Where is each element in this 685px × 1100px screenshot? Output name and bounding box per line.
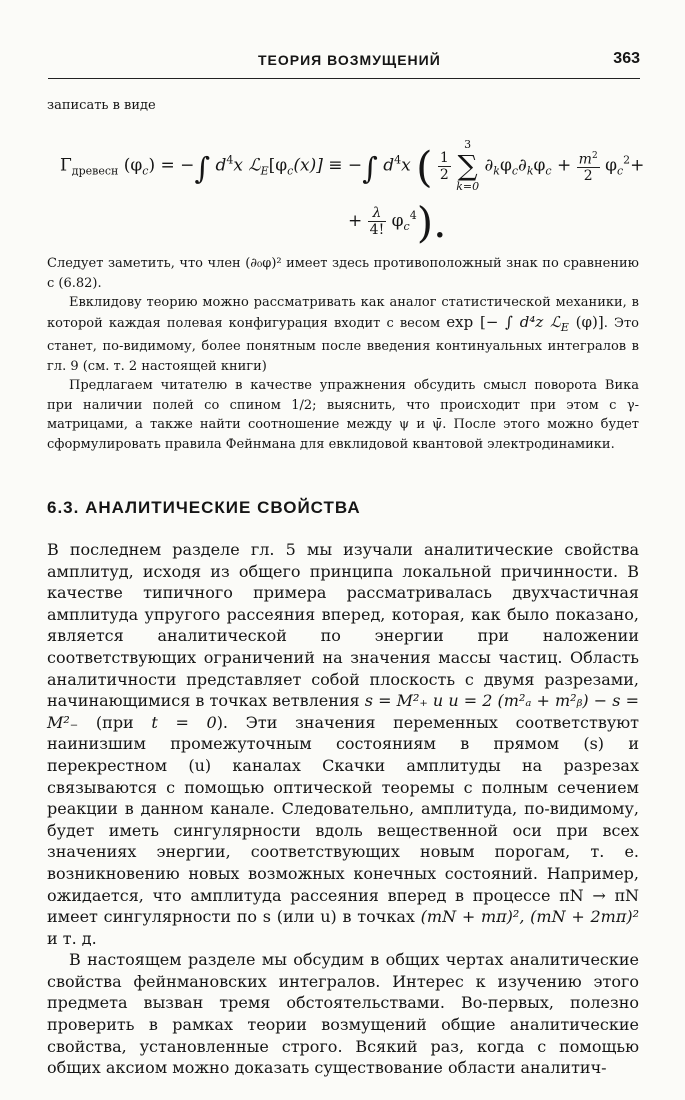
- lagrangian-arg: [φ: [268, 155, 288, 176]
- field-2: φ: [533, 155, 546, 176]
- measure-d-2: d: [383, 155, 395, 176]
- field-4: φ: [391, 211, 404, 231]
- close-paren: ).: [416, 198, 447, 247]
- minus-sign-1: −: [180, 155, 195, 176]
- measure-d-1: d: [215, 155, 227, 176]
- gamma-subscript: древесн: [71, 164, 119, 178]
- weight-lagrangian: ℒ: [550, 312, 561, 331]
- bracket-open: [: [479, 312, 486, 331]
- half-num: 1: [439, 149, 449, 166]
- field-4-power: 4: [409, 209, 417, 222]
- field-1: φ: [499, 155, 512, 176]
- weight-arg: (φ): [575, 312, 598, 331]
- lhs-argument-sub: c: [142, 164, 149, 178]
- note-paragraph-2: [47, 293, 639, 376]
- branch-points-formula: s = M²₊ и u = 2 (m²ₐ + m²ᵦ) − s = M²₋: [47, 691, 640, 732]
- lambda-den: 4!: [369, 222, 385, 238]
- mass-symbol: m: [578, 151, 592, 168]
- intro-text: записать в виде: [47, 98, 156, 113]
- body-1-text-c: ). Эти значения переменных соответствуют наинизшим промежуточным состояниям в прямом (s) и перекрестном (u) каналах Скачки амплитуды на разрезах связываются с помощью оптической теоремы с полным сечением реакции в данном канале. Следовательно, амплитуда, по-видимому, будет иметь сингулярности вдоль вещественной оси при всех значениях энергии, соответствующих новым порогам, т. е. возникновению новых возможных конечных состояний. Например, ожидается, что амплитуда рассеяния вперед в процессе πN → πN имеет сингулярности по s (или u): [47, 712, 640, 927]
- weight-integral: ∫: [505, 312, 513, 331]
- tree-action-formula-line2: [348, 198, 446, 247]
- note-paragraph-1: Следует заметить, что член (∂₀φ)² имеет здесь противоположный знак по сравнению с (6.82).: [47, 256, 639, 291]
- identity-sign: ≡: [328, 155, 343, 176]
- partial-2: ∂: [518, 155, 527, 176]
- note-2-text-b: . Это станет, по-видимому, более понятным после введения континуальных интегралов в гл. 9 (см. т. 2 настоящей книги): [47, 315, 639, 374]
- body-paragraph-1: [47, 539, 639, 949]
- partial-2-sub: k: [526, 164, 534, 178]
- weight-exp-formula: [446, 312, 604, 334]
- running-header: [48, 48, 640, 79]
- section-heading: 6.3. АНАЛИТИЧЕСКИЕ СВОЙСТВА: [47, 498, 361, 517]
- lagrangian-arg-sub: c: [287, 164, 294, 178]
- plus-3: +: [348, 211, 363, 231]
- gamma-symbol: Γ: [60, 155, 72, 176]
- t-zero-formula: t = 0: [151, 712, 217, 732]
- body-paragraph-2: В настоящем разделе мы обсудим в общих чертах аналитические свойства фейнмановских интегралов. Интерес к изучению этого предмета вызван тремя обстоятельствами. Во-первых, полезно проверить в рамках теории возмущений общие аналитические свойства, установленные строго. Всякий раз, когда с помощью общих аксиом можно доказать существование области аналитич-: [47, 950, 639, 1078]
- minus-sign-2: −: [347, 155, 363, 176]
- sum-lower: k=0: [456, 180, 480, 193]
- body-1-text-b: (при: [95, 712, 134, 732]
- mass-num: [577, 148, 600, 169]
- field-3-power: 2: [623, 153, 631, 167]
- field-1-sub: c: [511, 164, 519, 178]
- body-1-text-pre: в точках: [342, 907, 415, 927]
- half-den: 2: [439, 166, 449, 183]
- note-2-text-a: Евклидову теорию можно рассматривать как аналог статистической механики, в которой каждая полевая конфигурация входит с весом: [47, 295, 639, 331]
- field-2-sub: c: [545, 164, 552, 178]
- partial-1: ∂: [484, 155, 494, 176]
- body-1-text-d: и т. д.: [47, 928, 97, 948]
- sum-symbol: [456, 138, 479, 194]
- equals-sign: =: [160, 155, 175, 176]
- lambda-num: λ: [368, 205, 387, 222]
- measure-var-1: x: [233, 155, 243, 176]
- lambda-fraction: [368, 205, 387, 238]
- threshold-points-formula: (mN + mπ)², (mN + 2mπ)²: [420, 907, 639, 927]
- lhs-argument-close: ): [148, 155, 156, 176]
- exp-label: exp: [446, 312, 474, 331]
- open-paren: (: [416, 142, 433, 192]
- field-3: φ: [605, 155, 617, 176]
- weight-minus: −: [485, 312, 499, 331]
- body-1-text-a: В последнем разделе гл. 5 мы изучали аналитические свойства амплитуд, исходя из общего принципа локальной причинности. В качестве типичного примера рассматривалась двухчастичная амплитуда упругого рассеяния вперед, которая, как было показано, является аналитической по энергии при наложении соответствующих ограничений на значения массы частиц. Область аналитичности представляет собой плоскость с двумя разрезами, начинающимися в точках ветвления: [47, 540, 639, 711]
- main-body-text: [47, 539, 639, 1079]
- field-3-sub: c: [616, 164, 624, 178]
- note-paragraph-3: Предлагаем читателю в качестве упражнения обсудить смысл поворота Вика при наличии полей со спином 1/2; выяснить, что происходит при этом с γ-матрицами, а также найти соотношение между ψ и ψ̄. После этого можно будет сформулировать правила Фейнмана для евклидовой квантовой электродинамики.: [47, 378, 639, 452]
- weight-measure: d⁴z: [519, 312, 544, 331]
- measure-power-1: 4: [226, 153, 234, 167]
- plus-2: +: [630, 155, 645, 176]
- partial-1-sub: k: [493, 164, 500, 178]
- tree-action-formula: [60, 138, 644, 194]
- lagrangian-arg-close: (x)]: [293, 155, 323, 176]
- weight-lagrangian-sub: E: [560, 320, 569, 334]
- integral-sign-2: ∫: [362, 151, 378, 187]
- sigma-glyph: ∑: [457, 149, 478, 182]
- lagrangian-sub: E: [260, 164, 269, 178]
- plus-1: +: [557, 155, 572, 176]
- integral-sign-1: ∫: [194, 151, 211, 187]
- mass-fraction: [577, 148, 600, 185]
- field-4-sub: c: [403, 220, 410, 233]
- small-print-notes: [47, 254, 639, 454]
- sum-upper: 3: [464, 138, 472, 151]
- half-fraction: [438, 150, 451, 183]
- mass-power: 2: [591, 150, 598, 161]
- mass-den: 2: [583, 168, 593, 185]
- measure-power-2: 4: [394, 153, 402, 167]
- lagrangian-symbol: ℒ: [248, 155, 261, 176]
- measure-var-2: x: [401, 155, 411, 176]
- lhs-argument: (φ: [123, 155, 143, 176]
- running-title: ТЕОРИЯ ВОЗМУЩЕНИЙ: [258, 52, 441, 68]
- bracket-close: ]: [597, 312, 604, 331]
- page-number: 363: [613, 50, 640, 67]
